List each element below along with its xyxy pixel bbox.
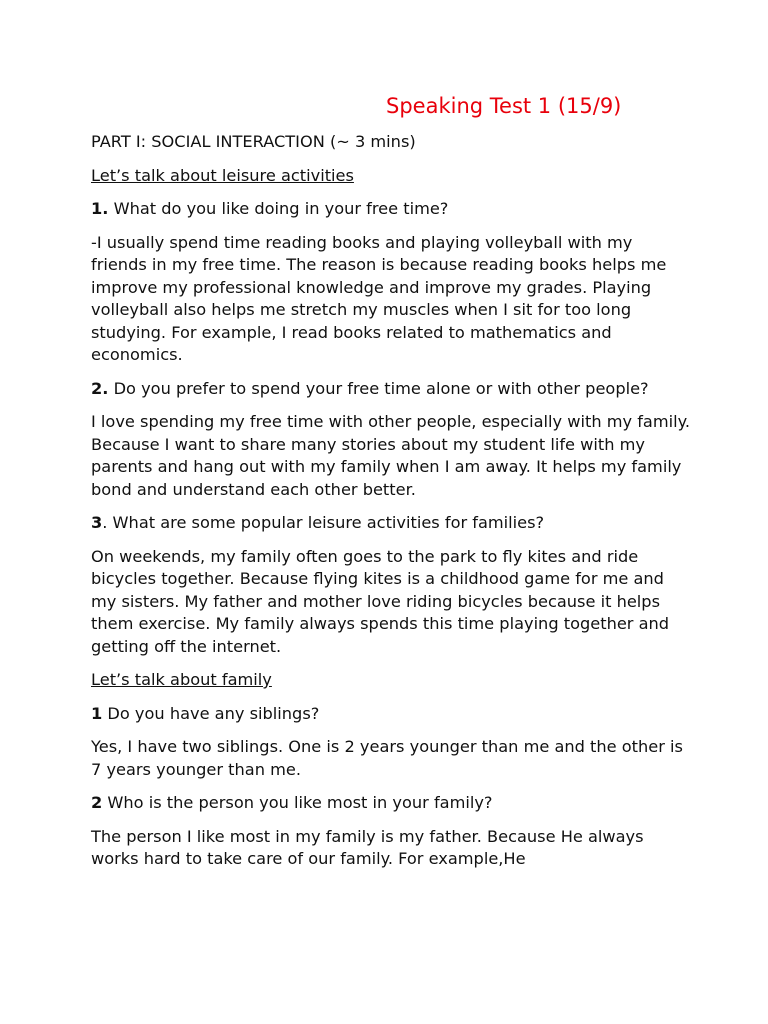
section-topic-leisure: Let’s talk about leisure activities <box>91 165 354 185</box>
answer-family-1: Yes, I have two siblings. One is 2 years younger than me and the other is 7 years younger than me. <box>91 737 683 779</box>
question-number: 3 <box>91 513 103 532</box>
part-heading: PART I: SOCIAL INTERACTION (~ 3 mins) <box>91 132 416 151</box>
question-text: Who is the person you like most in your family? <box>102 793 493 812</box>
question-2 <box>91 378 691 401</box>
answer-3: On weekends, my family often goes to the park to fly kites and ride bicycles together. Because flying kites is a childhood game for me and my sisters. My father and mother love riding bicycles because it helps them exercise. My family always spends this time playing together and getting off the internet. <box>91 546 670 656</box>
question-text: . What are some popular leisure activities for families? <box>102 513 545 532</box>
section-topic-family: Let’s talk about family <box>91 670 272 689</box>
question-text: Do you have any siblings? <box>102 703 320 723</box>
answer-2: I love spending my free time with other people, especially with my family. Because I want to share many stories about my student life with my parents and hang out with my family when I am away. It helps my family bond and understand each other better. <box>91 412 691 499</box>
question-number: 1 <box>91 703 103 723</box>
question-family-1 <box>91 703 691 726</box>
question-number: 2. <box>91 378 109 398</box>
question-family-2 <box>91 792 691 815</box>
answer-1: -I usually spend time reading books and playing volleyball with my friends in my free time. The reason is because reading books helps me improve my professional knowledge and improve my grades. Playing volleyball also helps me stretch my muscles when I sit for too long studying. For example, I read books related to mathematics and economics. <box>91 232 667 364</box>
question-number: 1. <box>91 199 109 218</box>
question-1 <box>91 198 691 221</box>
document-body <box>91 131 691 882</box>
document-title: Speaking Test 1 (15/9) <box>386 94 622 118</box>
answer-family-2: The person I like most in my family is my father. Because He always works hard to take care of our family. For example,He <box>91 826 644 868</box>
question-3 <box>91 512 691 535</box>
question-text: What do you like doing in your free time? <box>108 199 449 218</box>
question-number: 2 <box>91 793 103 812</box>
question-text: Do you prefer to spend your free time alone or with other people? <box>108 378 649 398</box>
